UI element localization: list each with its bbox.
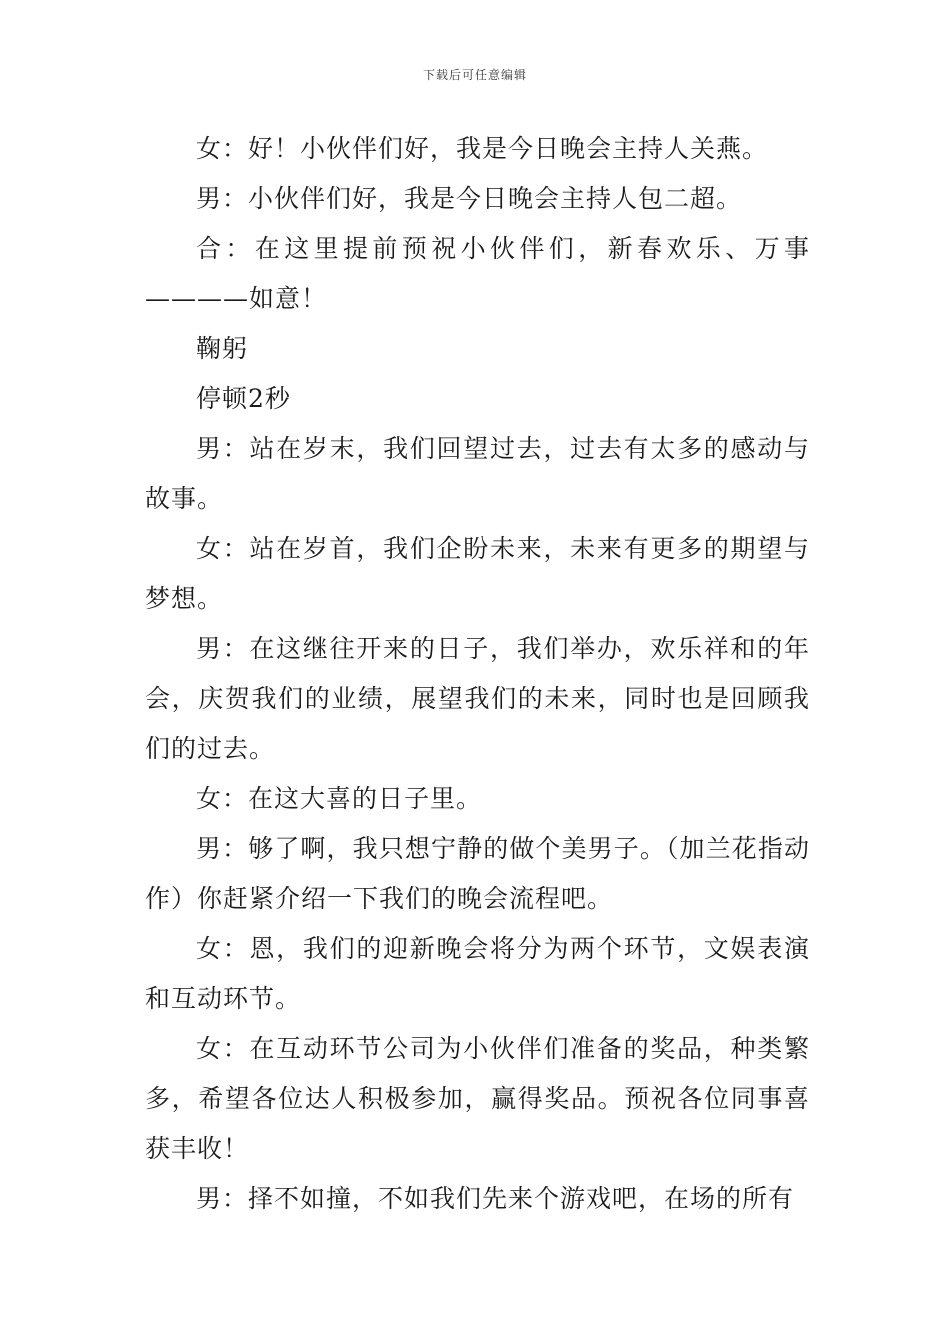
- paragraph: 男：在这继往开来的日子，我们举办，欢乐祥和的年会，庆贺我们的业绩，展望我们的未来，同时也是回顾我们的过去。: [145, 634, 810, 763]
- paragraph: 鞠躬: [196, 334, 249, 363]
- paragraph: 女：在互动环节公司为小伙伴们准备的奖品，种类繁多，希望各位达人积极参加，赢得奖品。预祝各位同事喜获丰收！: [145, 1034, 810, 1163]
- paragraph: 合：在这里提前预祝小伙伴们，新春欢乐、万事————如意！: [145, 234, 810, 313]
- paragraph: 女：恩，我们的迎新晚会将分为两个环节，文娱表演和互动环节。: [145, 934, 810, 1013]
- paragraph: 停顿2秒: [196, 384, 291, 413]
- paragraph: 女：站在岁首，我们企盼未来，未来有更多的期望与梦想。: [145, 534, 810, 613]
- paragraph: 男：站在岁末，我们回望过去，过去有太多的感动与故事。: [145, 434, 810, 513]
- paragraph: 女：好！小伙伴们好，我是今日晚会主持人关燕。: [196, 134, 769, 163]
- paragraph: 女：在这大喜的日子里。: [196, 784, 483, 813]
- paragraph: 男：择不如撞，不如我们先来个游戏吧，在场的所有: [196, 1184, 795, 1213]
- paragraph: 男：小伙伴们好，我是今日晚会主持人包二超。: [196, 184, 743, 213]
- paragraph: 男：够了啊，我只想宁静的做个美男子。（加兰花指动作）你赶紧介绍一下我们的晚会流程吧。: [145, 834, 810, 913]
- document-body: [145, 124, 810, 1224]
- page-header-note: 下载后可任意编辑: [422, 68, 527, 82]
